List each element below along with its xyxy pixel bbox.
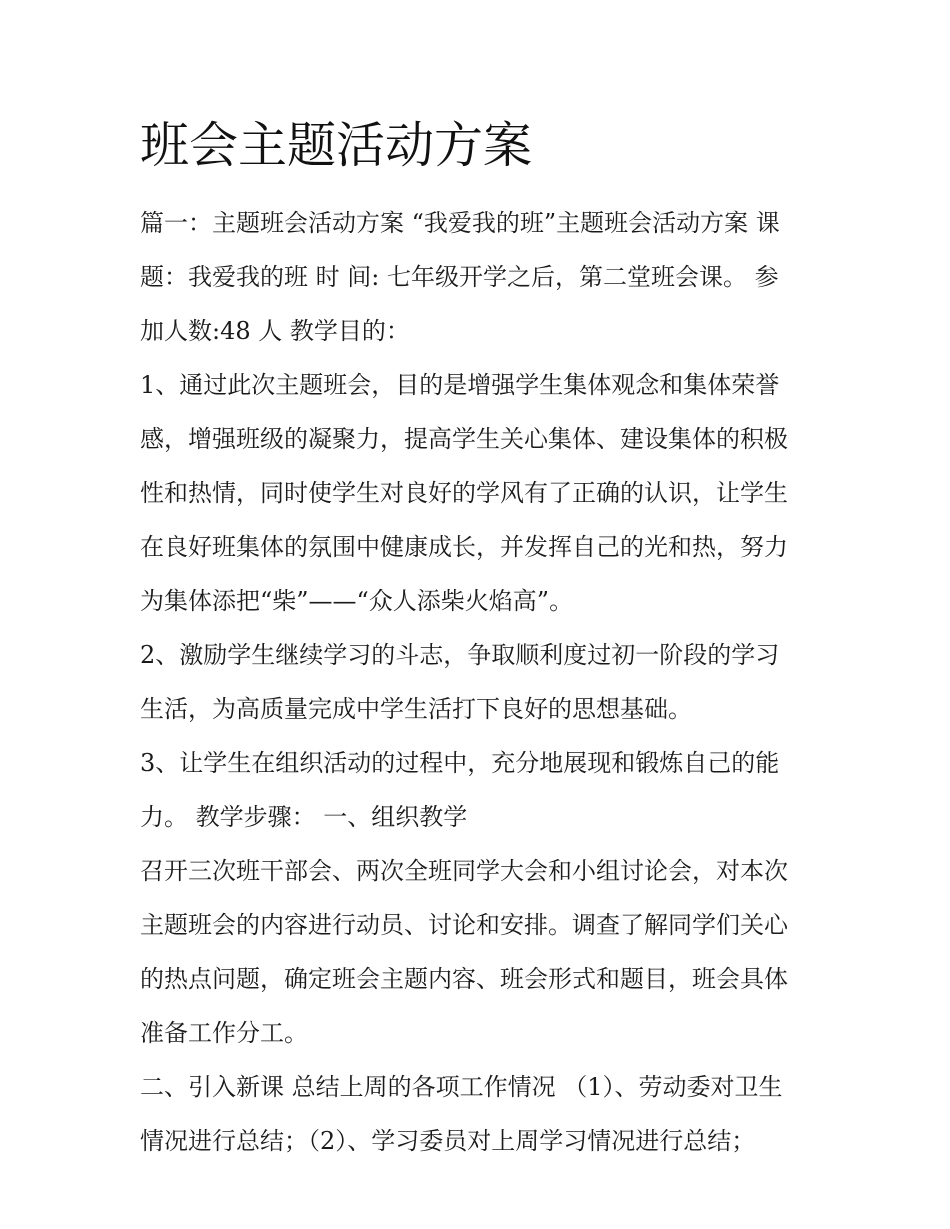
paragraph-goal-1 (140, 362, 820, 632)
text-line: 生活，为高质量完成中学生活打下良好的思想基础。 (140, 695, 692, 723)
text-line: 题：我爱我的班 时 间: 七年级开学之后，第二堂班会课。 参 (140, 263, 779, 291)
document-body (140, 200, 820, 1172)
paragraph-new-lesson (140, 1064, 820, 1172)
paragraph-goal-3 (140, 740, 820, 848)
text-line: 加人数:48 人 教学目的： (140, 317, 410, 345)
text-line: 力。 教学步骤： 一、组织教学 (140, 803, 468, 831)
text-line: 1、通过此次主题班会，目的是增强学生集体观念和集体荣誉 (140, 371, 780, 399)
text-line: 2、激励学生继续学习的斗志，争取顺利度过初一阶段的学习 (140, 641, 780, 669)
paragraph-intro (140, 200, 820, 362)
text-line: 召开三次班干部会、两次全班同学大会和小组讨论会，对本次 (140, 857, 788, 885)
text-line: 3、让学生在组织活动的过程中，充分地展现和锻炼自己的能 (140, 749, 780, 777)
document-title: 班会主题活动方案 (140, 117, 533, 174)
text-line: 情况进行总结；（2）、学习委员对上周学习情况进行总结； (140, 1127, 756, 1155)
text-line: 准备工作分工。 (140, 1019, 308, 1047)
text-line: 在良好班集体的氛围中健康成长，并发挥自己的光和热，努力 (140, 533, 788, 561)
paragraph-goal-2 (140, 632, 820, 740)
text-line: 主题班会的内容进行动员、讨论和安排。调查了解同学们关心 (140, 911, 788, 939)
text-line: 篇一：主题班会活动方案 “我爱我的班”主题班会活动方案 课 (140, 209, 780, 237)
text-line: 性和热情，同时使学生对良好的学风有了正确的认识，让学生 (140, 479, 788, 507)
text-line: 为集体添把“柴”——“众人添柴火焰高”。 (140, 587, 574, 615)
paragraph-preparation (140, 848, 820, 1064)
text-line: 的热点问题，确定班会主题内容、班会形式和题目，班会具体 (140, 965, 788, 993)
text-line: 感，增强班级的凝聚力，提高学生关心集体、建设集体的积极 (140, 425, 788, 453)
text-line: 二、引入新课 总结上周的各项工作情况 （1）、劳动委对卫生 (140, 1073, 783, 1101)
